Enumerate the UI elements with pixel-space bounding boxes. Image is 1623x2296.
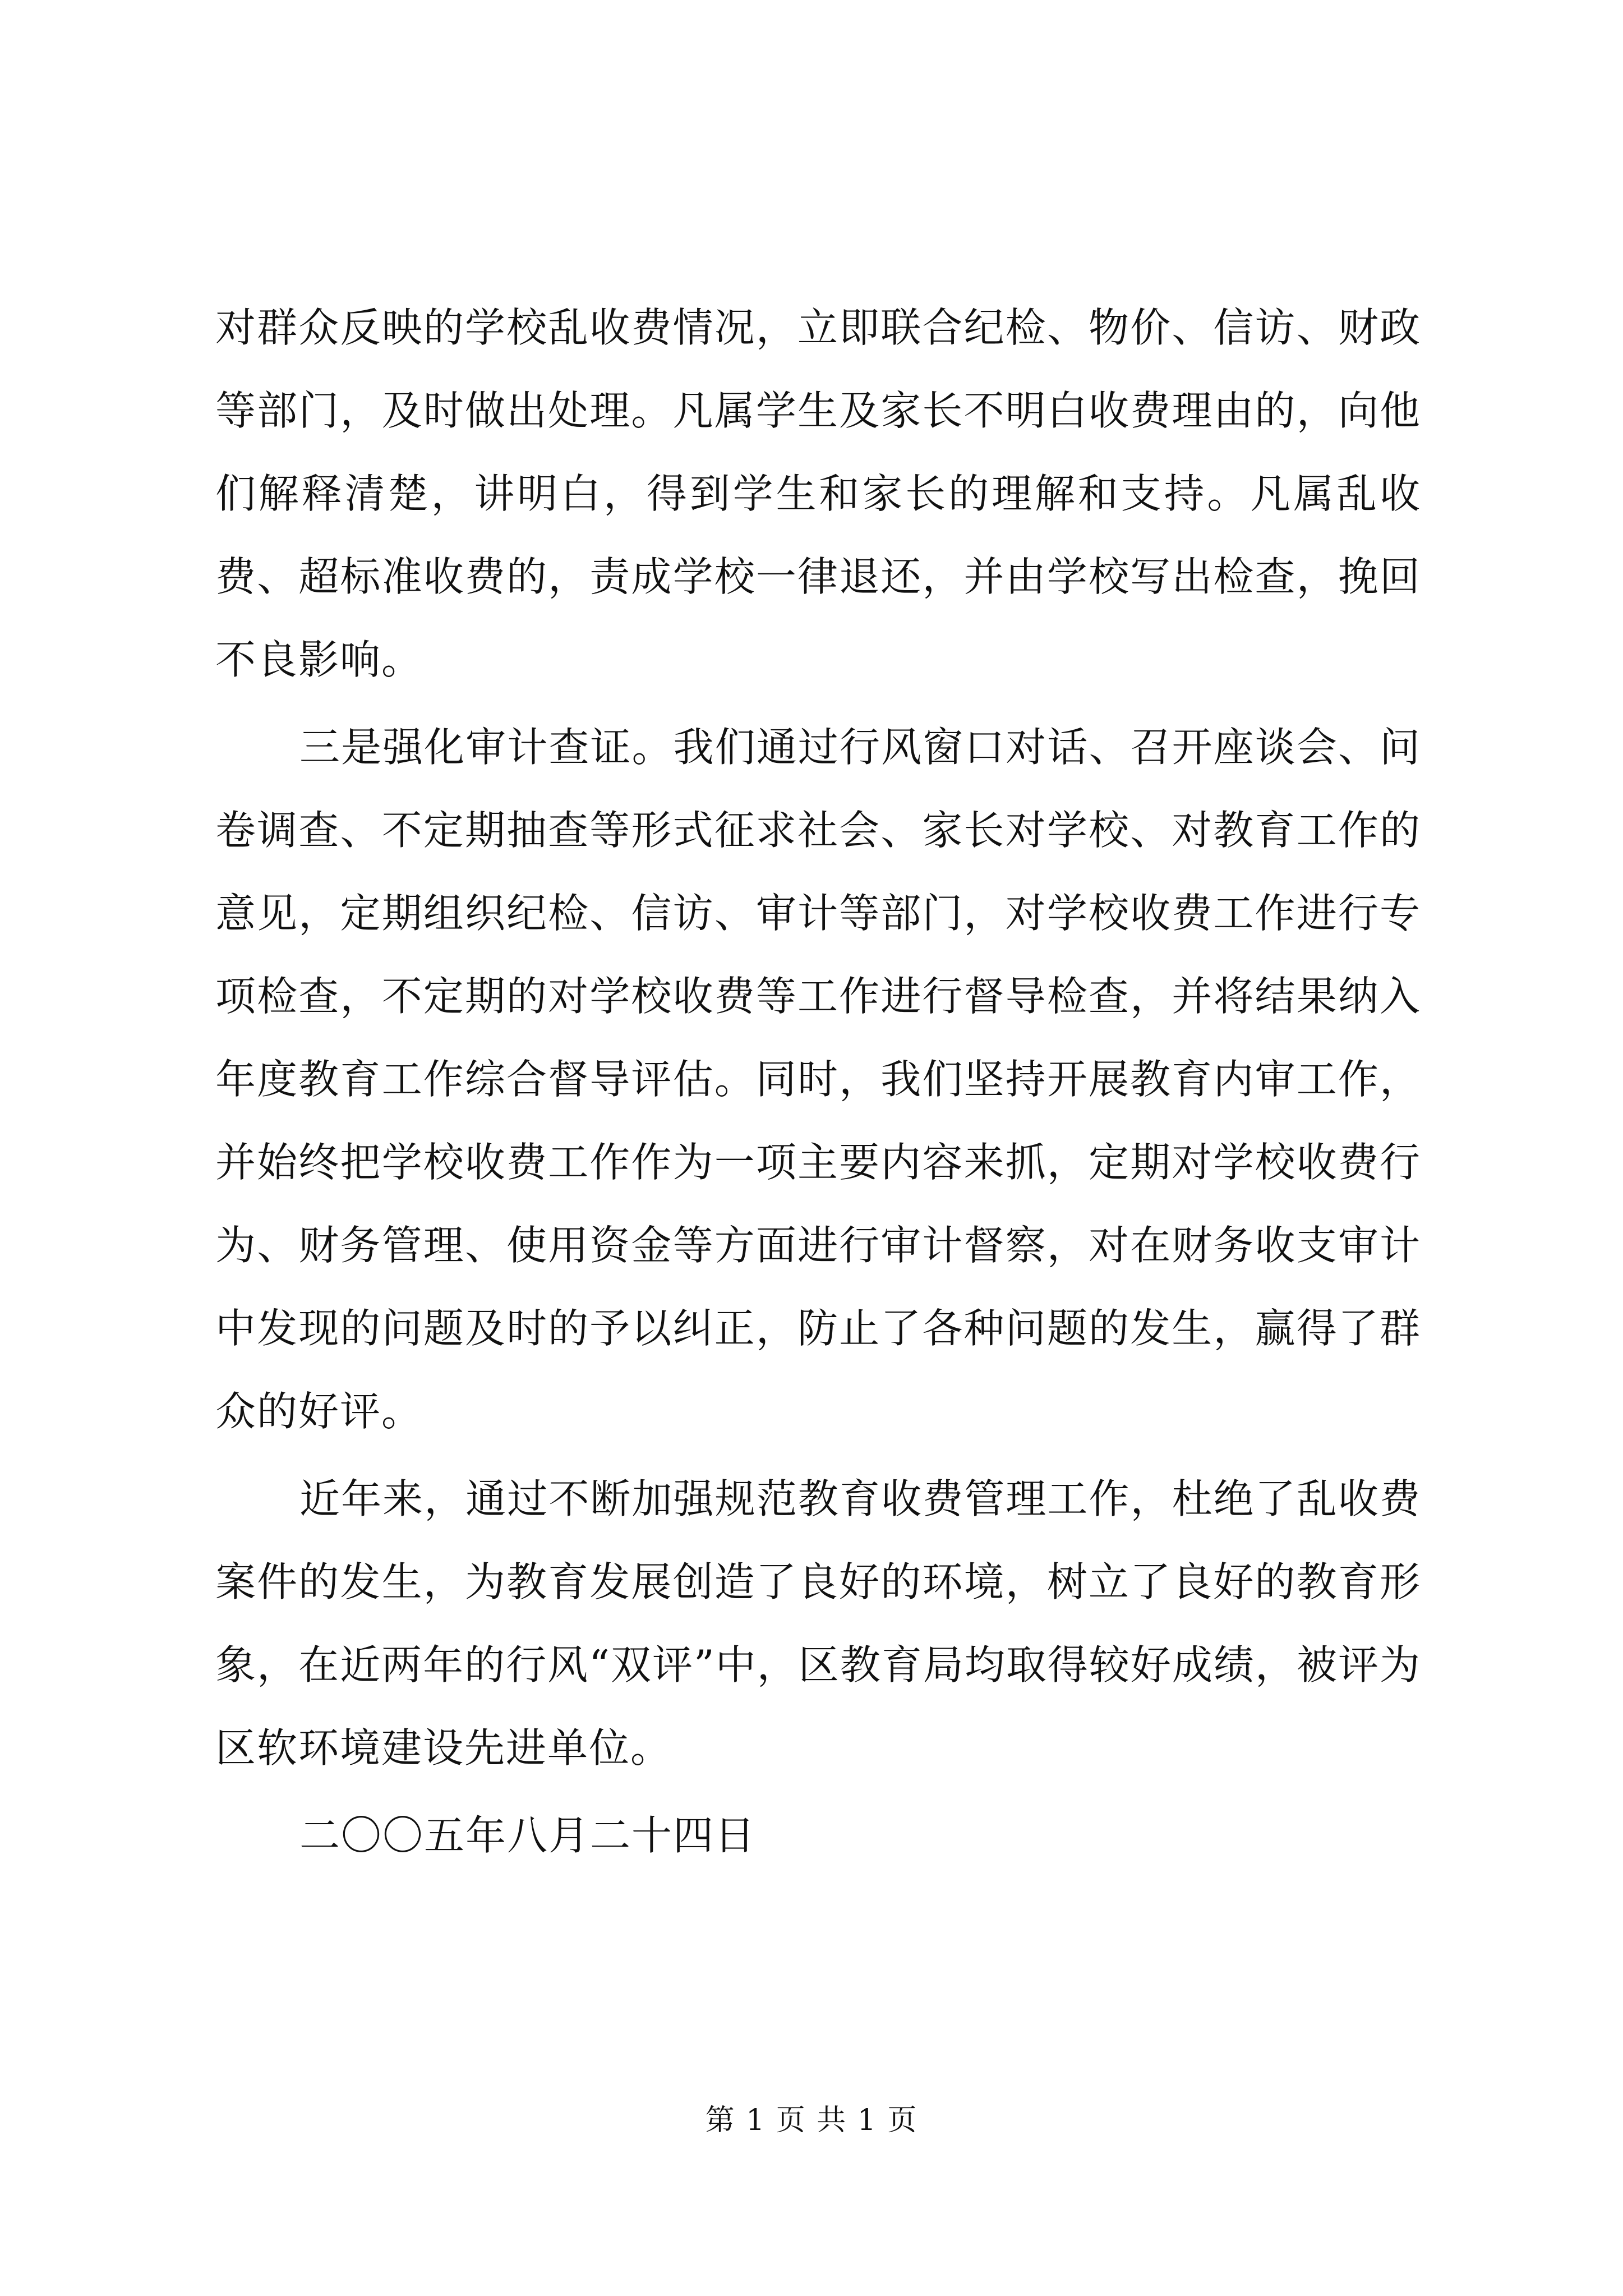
document-body [215, 286, 1421, 1877]
paragraph-audit: 三是强化审计查证。我们通过行风窗口对话、召开座谈会、问卷调查、不定期抽查等形式征求社会、家长对学校、对教育工作的意见，定期组织纪检、信访、审计等部门，对学校收费工作进行专项检查，不定期的对学校收费等工作进行督导检查，并将结果纳入年度教育工作综合督导评估。同时，我们坚持开展教育内审工作，并始终把学校收费工作作为一项主要内容来抓，定期对学校收费行为、财务管理、使用资金等方面进行审计督察，对在财务收支审计中发现的问题及时的予以纠正，防止了各种问题的发生，赢得了群众的好评。 [215, 724, 1421, 1435]
page-footer: 第 1 页 共 1 页 [705, 2104, 918, 2137]
paragraph-summary: 近年来，通过不断加强规范教育收费管理工作，杜绝了乱收费案件的发生，为教育发展创造了良好的环境，树立了良好的教育形象，在近两年的行风“双评”中，区教育局均取得较好成绩，被评为区软环境建设先进单位。 [215, 1475, 1421, 1772]
document-date: 二〇〇五年八月二十四日 [299, 1812, 757, 1859]
paragraph-continued: 对群众反映的学校乱收费情况，立即联合纪检、物价、信访、财政等部门，及时做出处理。凡属学生及家长不明白收费理由的，向他们解释清楚，讲明白，得到学生和家长的理解和支持。凡属乱收费、超标准收费的，责成学校一律退还，并由学校写出检查，挽回不良影响。 [215, 304, 1421, 683]
